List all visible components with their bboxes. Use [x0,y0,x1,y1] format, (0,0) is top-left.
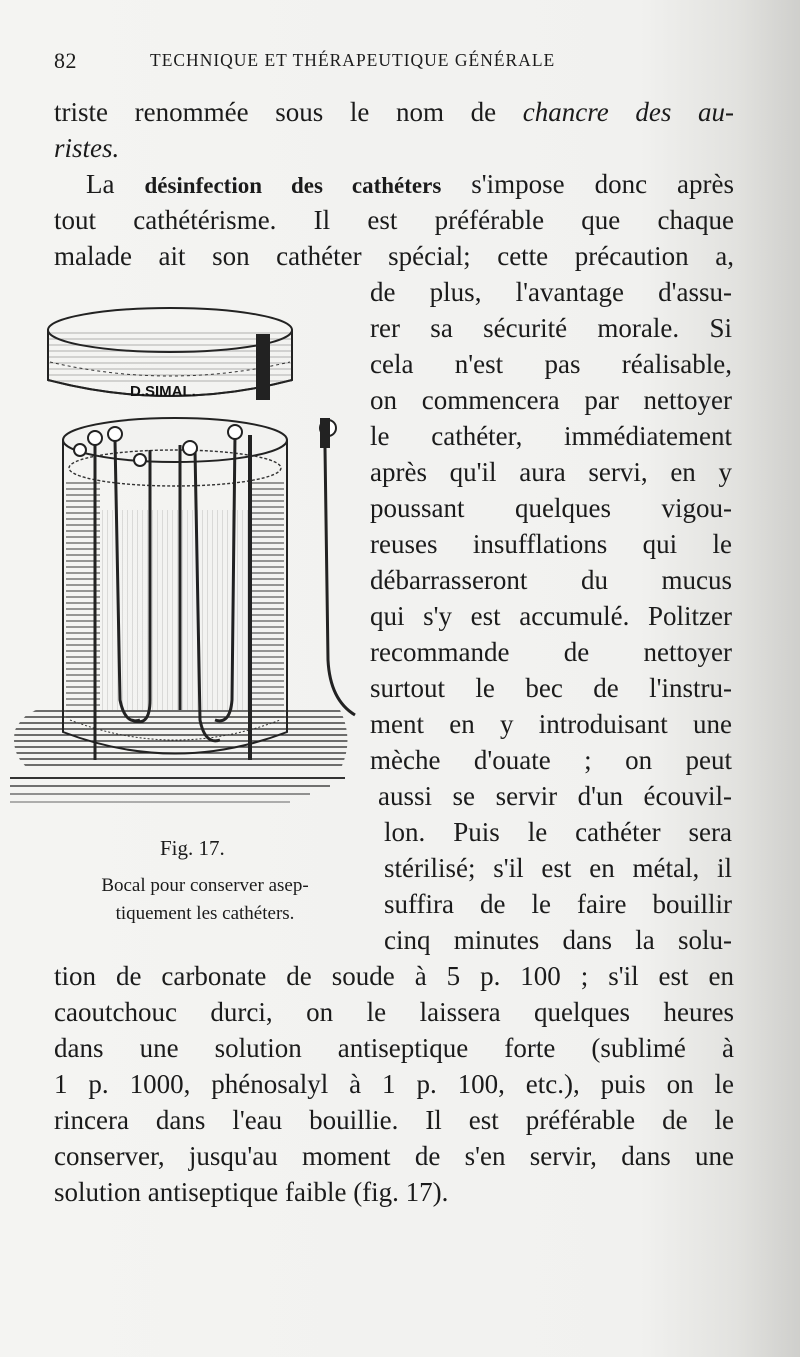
text-line: de plus, l'avantage d'assu- [370,277,732,307]
text-line: débarrasseront du mucus [370,565,732,595]
text-line: cela n'est pas réalisable, [370,349,732,379]
text-line: rincera dans l'eau bouillie. Il est préférable de le [54,1105,734,1135]
text-line: poussant quelques vigou- [370,493,732,523]
caption-line: tiquement les cathéters. [115,903,295,924]
text-line: on commencera par nettoyer [370,385,732,415]
text-line: cinq minutes dans la solu- [384,925,732,955]
text-line: solution antiseptique faible (fig. 17). [54,1177,449,1207]
text-line: ristes. [54,133,120,163]
text-line: ment en y introduisant une [370,709,732,739]
text-line: conserver, jusqu'au moment de s'en servir, dans une [54,1141,734,1171]
text-line: dans une solution antiseptique forte (sublimé à [54,1033,734,1063]
text-line: 1 p. 1000, phénosalyl à 1 p. 100, etc.), puis on le [54,1069,734,1099]
running-title: TECHNIQUE ET THÉRAPEUTIQUE GÉNÉRALE [150,50,556,70]
table-shadow [10,708,348,803]
caption-line: Bocal pour conserver asep- [101,875,309,896]
text-line: tion de carbonate de soude à 5 p. 100 ; s'il est en [54,961,734,991]
page-number: 82 [54,48,77,73]
jar-lid [48,308,292,400]
text-line: aussi se servir d'un écouvil- [378,781,732,811]
text-line: reuses insufflations qui le [370,529,732,559]
maker-label: D.SIMAL. [130,383,196,400]
figure-label: Fig. 17. [160,836,225,860]
text-line: le cathéter, immédiatement [370,421,732,451]
text-line: surtout le bec de l'instru- [370,673,732,703]
figure-caption [60,872,350,928]
text-line: caoutchouc durci, on le laissera quelques heures [54,997,734,1027]
text-line: stérilisé; s'il est en métal, il [384,853,732,883]
glass-jar [63,418,287,760]
text-line: qui s'y est accumulé. Politzer [370,601,732,631]
text-line: après qu'il aura servi, en y [370,457,732,487]
text-line: La désinfection des cathéters s'impose donc après [86,169,734,199]
text-line: malade ait son cathéter spécial; cette précaution a, [54,241,734,271]
text-line: triste renommée sous le nom de chancre des au- [54,97,734,127]
text-line: tout cathétérisme. Il est préférable que chaque [54,205,734,235]
page-header [54,42,744,76]
text-line: rer sa sécurité morale. Si [370,313,732,343]
text-line: lon. Puis le cathéter sera [384,817,732,847]
text-line: recommande de nettoyer [370,637,732,667]
text-line: suffira de le faire bouillir [384,889,732,919]
catheter-jar-illustration [10,300,360,820]
text-line: mèche d'ouate ; on peut [370,745,732,775]
single-catheter [320,418,355,715]
